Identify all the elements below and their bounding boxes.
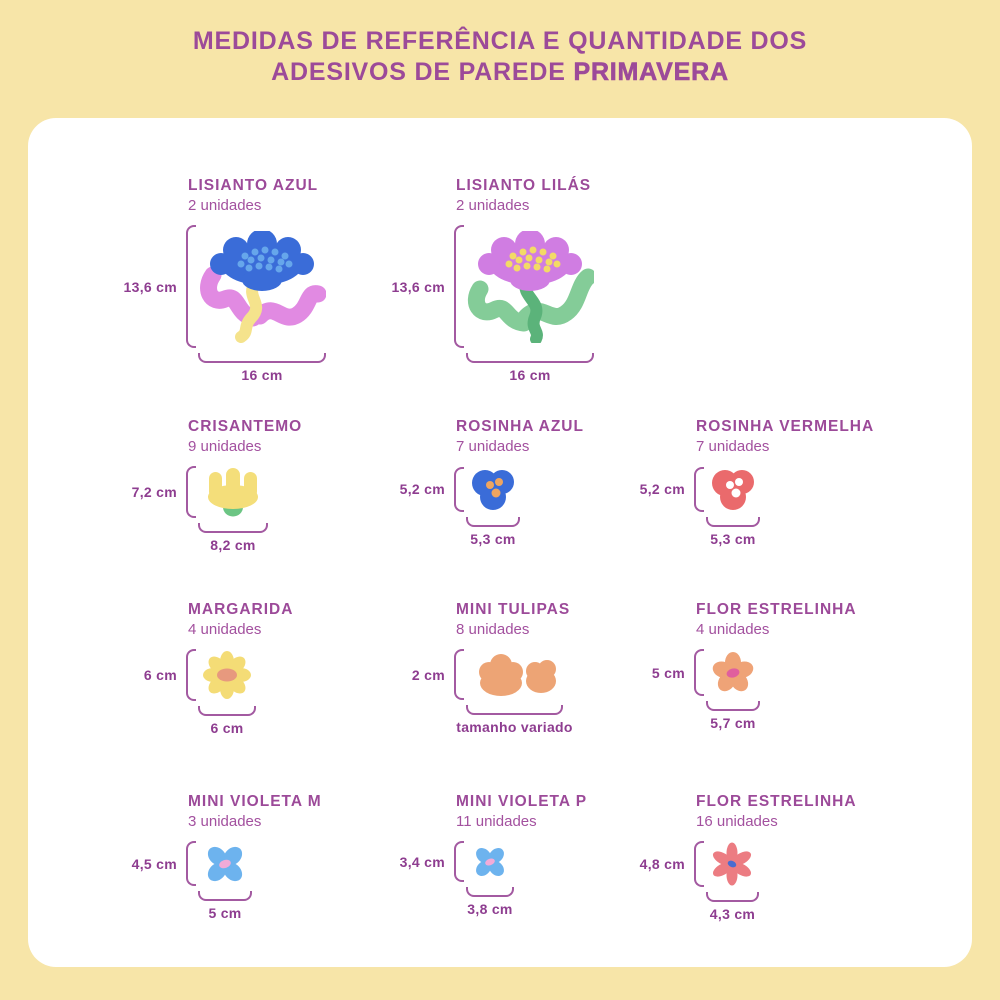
width-bracket [198, 523, 268, 533]
height-bracket [454, 225, 464, 348]
height-bracket [186, 225, 196, 348]
sticker-item-crisantemo [130, 417, 390, 553]
lisianto-lilas-flower-icon [466, 231, 594, 343]
margarida-flower-icon [198, 650, 256, 700]
height-bracket [454, 649, 464, 700]
height-measurement: 13,6 cm [391, 278, 445, 295]
title-line2-prefix: ADESIVOS DE PAREDE [271, 58, 574, 86]
width-bracket [198, 706, 256, 716]
sticker-item-rosinha-azul [398, 417, 658, 547]
mini-violeta-p-flower-icon [466, 843, 514, 881]
sticker-item-flor-estrelinha-rosa [638, 792, 898, 922]
width-bracket [706, 892, 759, 902]
item-quantity: 4 unidades [696, 621, 770, 638]
width-measurement: 4,3 cm [709, 906, 756, 922]
height-measurement: 5,2 cm [639, 481, 685, 497]
width-bracket [706, 701, 760, 711]
width-measurement: 5,7 cm [710, 715, 756, 731]
width-measurement: 16 cm [241, 367, 283, 383]
height-measurement: 2 cm [411, 666, 445, 683]
width-measurement: 8,2 cm [210, 537, 256, 553]
height-measurement: 6 cm [143, 667, 177, 683]
sticker-item-mini-violeta-m [130, 792, 390, 921]
flor-estrelinha-rosa-flower-icon [706, 841, 759, 887]
height-bracket [694, 467, 704, 512]
rosinha-azul-flower-icon [466, 466, 520, 512]
page-title [0, 26, 1000, 88]
width-bracket [466, 705, 563, 715]
item-name: ROSINHA VERMELHA [696, 418, 875, 435]
sticker-item-lisianto-lilas [391, 176, 658, 383]
height-bracket [186, 466, 196, 518]
sticker-item-mini-violeta-p [398, 792, 658, 917]
sticker-item-rosinha-vermelha [638, 417, 898, 547]
lisianto-azul-flower-icon [198, 231, 326, 343]
sticker-item-flor-estrelinha-laranja [638, 600, 898, 731]
item-quantity: 8 unidades [456, 621, 530, 638]
height-measurement: 4,8 cm [639, 856, 685, 872]
item-name: MARGARIDA [188, 601, 294, 618]
item-name: CRISANTEMO [188, 418, 303, 435]
item-quantity: 9 unidades [188, 438, 262, 455]
height-measurement: 3,4 cm [399, 853, 445, 870]
height-bracket [186, 841, 196, 886]
width-bracket [198, 353, 326, 363]
title-line1: MEDIDAS DE REFERÊNCIA E QUANTIDADE DOS [192, 27, 808, 55]
sticker-item-lisianto-azul [123, 176, 390, 383]
height-measurement: 13,6 cm [123, 278, 177, 295]
rosinha-vermelha-flower-icon [706, 466, 760, 512]
height-bracket [454, 841, 464, 882]
height-bracket [454, 467, 464, 512]
item-quantity: 11 unidades [456, 813, 537, 830]
mini-tulipas-flowers-icon [466, 650, 563, 700]
item-quantity: 16 unidades [696, 813, 778, 830]
width-measurement: 6 cm [210, 720, 244, 736]
width-measurement: 3,8 cm [467, 901, 513, 917]
height-measurement: 5 cm [651, 664, 685, 681]
crisantemo-flower-icon [198, 466, 268, 518]
item-name: ROSINHA AZUL [456, 418, 584, 435]
item-quantity: 3 unidades [188, 813, 262, 830]
item-quantity: 2 unidades [188, 197, 262, 214]
height-measurement: 7,2 cm [131, 484, 177, 500]
width-measurement: 5,3 cm [470, 531, 516, 547]
height-measurement: 4,5 cm [131, 855, 177, 872]
width-bracket [706, 517, 760, 527]
flor-estrelinha-laranja-flower-icon [706, 650, 760, 696]
item-name: MINI VIOLETA P [456, 793, 588, 810]
item-quantity: 2 unidades [456, 197, 530, 214]
item-quantity: 4 unidades [188, 621, 262, 638]
item-name: LISIANTO AZUL [188, 177, 319, 194]
width-measurement: 5 cm [208, 905, 242, 921]
item-quantity: 7 unidades [696, 438, 770, 455]
content-card [28, 118, 972, 967]
sticker-item-mini-tulipas [398, 600, 658, 735]
width-measurement: 5,3 cm [710, 531, 756, 547]
width-bracket [466, 887, 514, 897]
item-name: FLOR ESTRELINHA [696, 601, 857, 618]
title-line2-highlight: PRIMAVERA [573, 58, 729, 86]
width-bracket [198, 891, 252, 901]
item-quantity: 7 unidades [456, 438, 530, 455]
item-name: FLOR ESTRELINHA [696, 793, 857, 810]
sticker-item-margarida [130, 600, 390, 736]
height-bracket [186, 649, 196, 701]
width-bracket [466, 517, 520, 527]
width-measurement: tamanho variado [456, 719, 573, 735]
item-name: MINI TULIPAS [456, 601, 571, 618]
height-bracket [694, 841, 704, 887]
height-bracket [694, 649, 704, 696]
height-measurement: 5,2 cm [399, 481, 445, 497]
width-measurement: 16 cm [509, 367, 551, 383]
item-name: LISIANTO LILÁS [456, 177, 592, 194]
mini-violeta-m-flower-icon [198, 842, 252, 886]
item-name: MINI VIOLETA M [188, 793, 322, 810]
width-bracket [466, 353, 594, 363]
